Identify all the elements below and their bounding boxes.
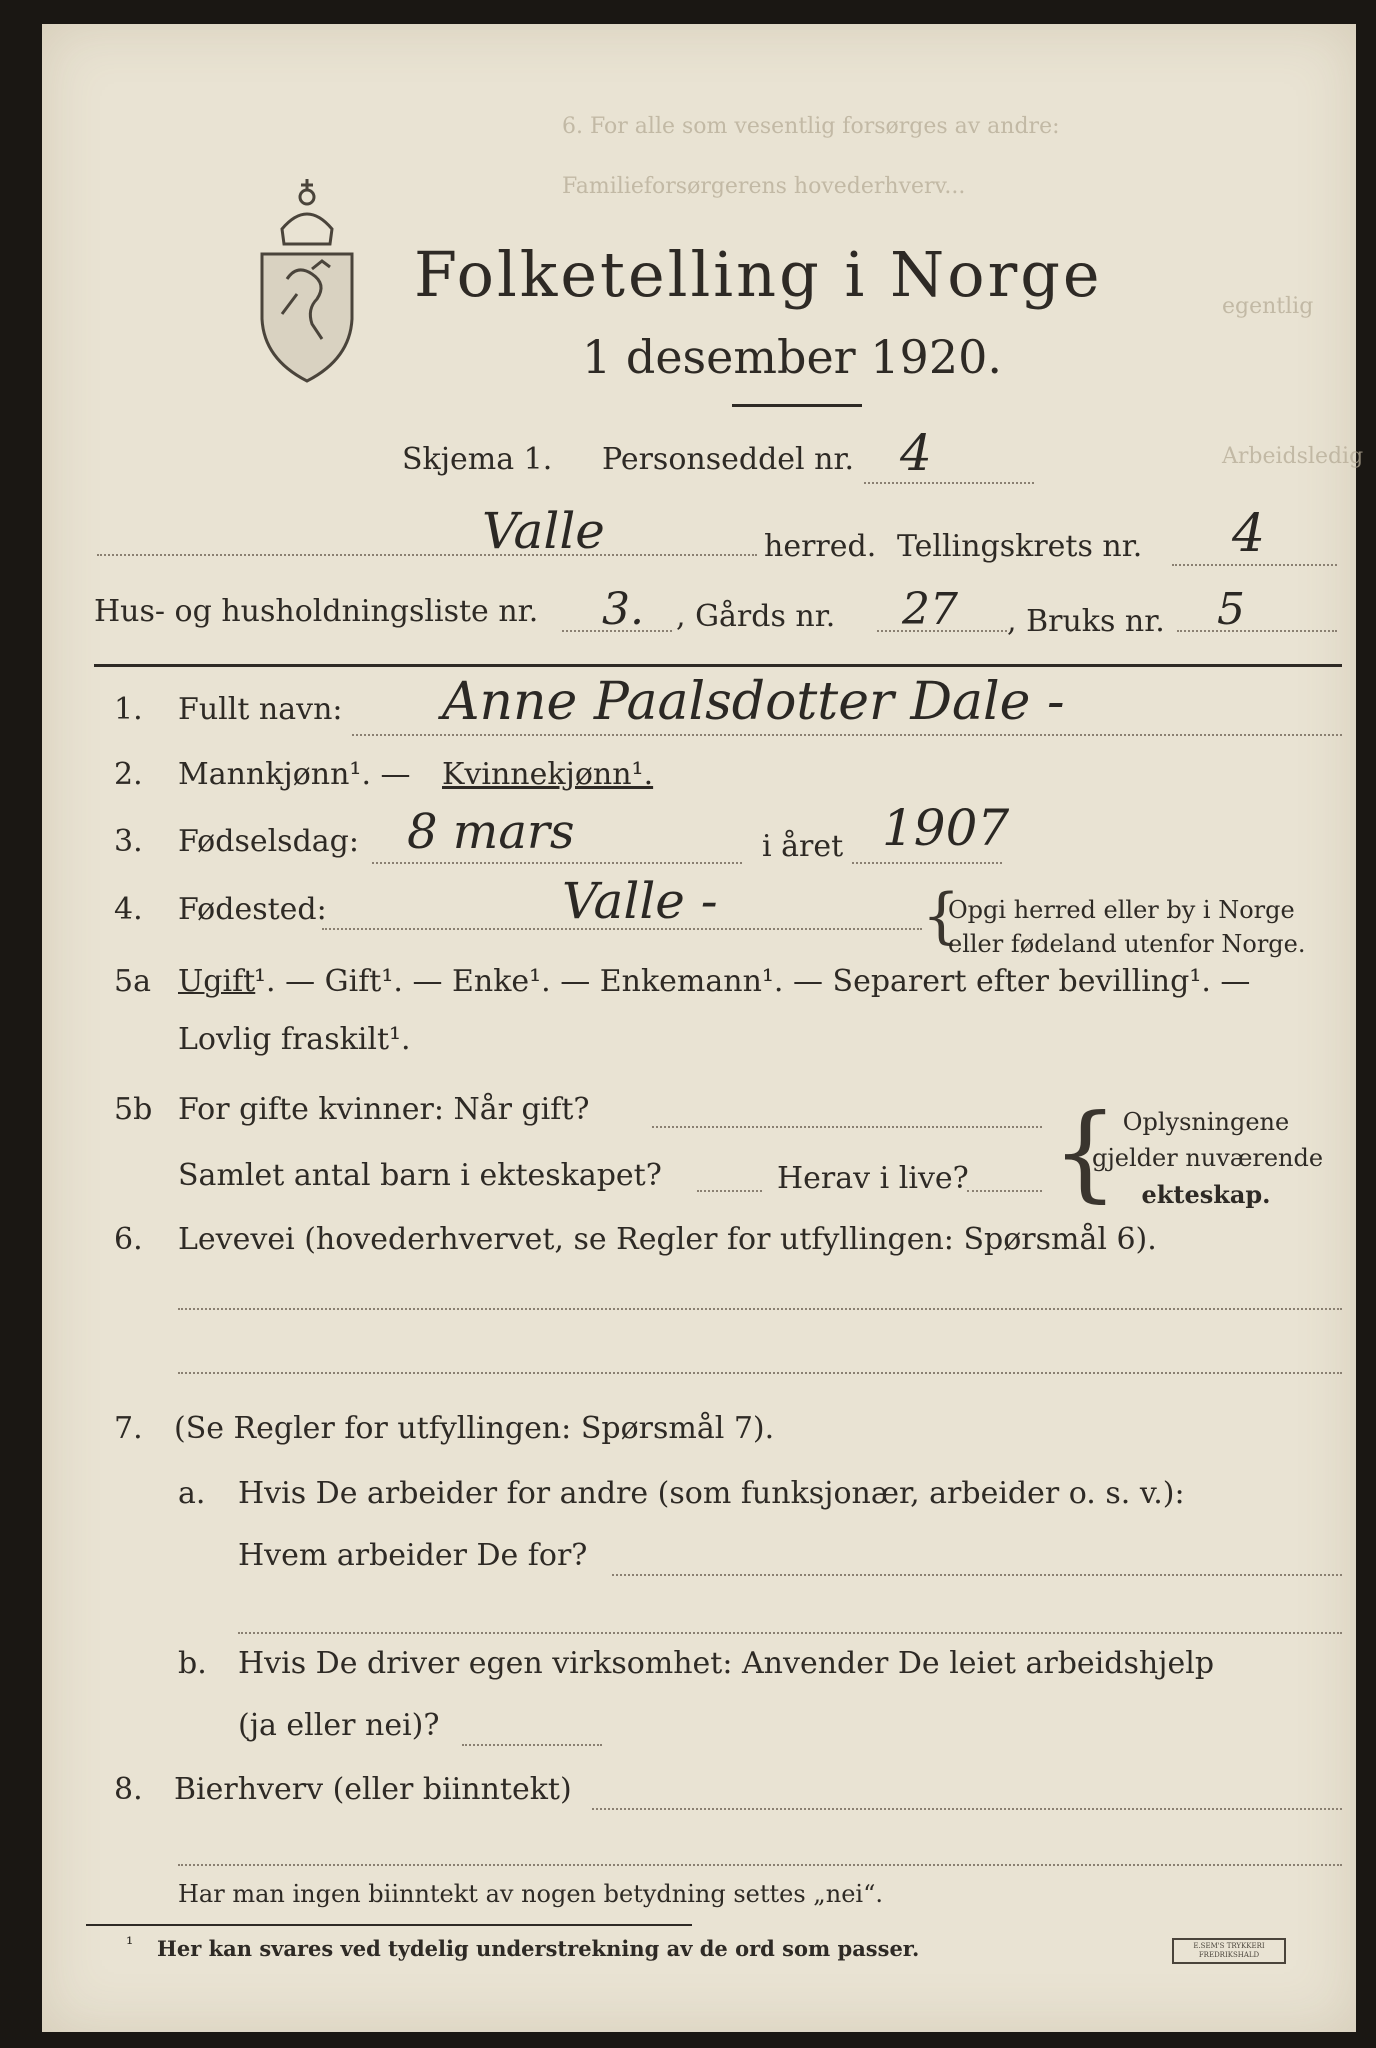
q5b-note-1: Oplysningene [1122,1108,1290,1136]
personseddel-value: 4 [900,424,932,482]
q5b-alive-line [967,1190,1042,1192]
q1-line [352,734,1342,736]
skjema-label: Skjema 1. [402,442,553,477]
q3-day-line [372,862,742,864]
q7b-line [462,1744,602,1746]
q7a-letter: a. [178,1476,206,1511]
q4-value: Valle - [562,872,718,930]
q5b-note-3: ekteskap. [1141,1180,1271,1209]
form-date: 1 desember 1920. [582,330,1002,384]
herred-line [97,554,757,556]
q3-year-label: i året [762,829,844,864]
bruks-value: 5 [1217,584,1245,635]
q4-note-1: Opgi herred eller by i Norge [948,896,1295,924]
q6-line-1 [178,1308,1342,1310]
footer-note: Har man ingen biinntekt av nogen betydning settes „nei“. [178,1880,883,1908]
q7a-line-1 [612,1574,1342,1576]
tellingskrets-line [1172,564,1337,566]
q4-note-2: eller fødeland utenfor Norge. [948,930,1306,958]
gards-value: 27 [902,584,958,635]
census-form-page [42,24,1364,2032]
q7b-text-2: (ja eller nei)? [238,1708,440,1743]
footnote-mark: ¹ [126,1934,134,1955]
q1-number: 1. [114,692,143,727]
bleed-text-1: 6. For alle som vesentlig forsørges av andre: [562,114,1060,139]
tellingskrets-label: Tellingskrets nr. [897,529,1143,564]
q1-label: Fullt navn: [178,692,343,727]
q3-day-value: 8 mars [407,804,575,860]
footnote-text: Her kan svares ved tydelig understrekning av de ord som passer. [157,1936,920,1961]
q1-value: Anne Paalsdotter Dale - [442,672,1065,732]
q5a-line2: Lovlig fraskilt¹. [178,1022,411,1057]
bleed-text-3: egentlig [1222,294,1314,319]
tellingskrets-value: 4 [1232,504,1266,564]
q7a-line-2 [238,1632,1342,1634]
q7a-text-2: Hvem arbeider De for? [238,1538,588,1573]
q8-line-1 [592,1808,1342,1810]
q4-number: 4. [114,892,143,927]
bleed-text-2: Familieforsørgerens hovederhverv... [562,174,966,199]
q5a-ugift-underlined: Ugift [178,964,256,999]
q5a-options: ¹. — Gift¹. — Enke¹. — Enkemann¹. — Separert efter bevilling¹. — [254,964,1251,999]
herred-label: herred. [764,529,877,564]
q5a-number: 5a [114,964,151,999]
q7a-text: Hvis De arbeider for andre (som funksjonær, arbeider o. s. v.): [238,1476,1185,1511]
form-title: Folketelling i Norge [414,238,1103,311]
q8-number: 8. [114,1772,143,1807]
q2-kvinnekjonn-underlined: Kvinnekjønn¹. [442,757,654,792]
q5b-married-line [652,1126,1042,1128]
printer-mark: E.SEM'S TRYKKERI FREDRIKSHALD [1172,1938,1286,1964]
herred-value: Valle [482,502,605,560]
personseddel-line [864,482,1034,484]
q2-number: 2. [114,757,143,792]
q3-number: 3. [114,824,143,859]
q2-label: Mannkjønn¹. — [178,757,411,792]
q4-label: Fødested: [178,892,327,927]
header-separator [94,664,1342,667]
bruks-line [1177,630,1337,632]
coat-of-arms-icon [252,169,362,384]
q7-label: (Se Regler for utfyllingen: Spørsmål 7). [174,1411,775,1446]
q5b-alive-label: Herav i live? [777,1161,969,1196]
q3-label: Fødselsdag: [178,824,359,859]
q5b-children-label: Samlet antal barn i ekteskapet? [178,1158,662,1193]
q7b-text: Hvis De driver egen virksomhet: Anvender De leiet arbeidshjelp [238,1646,1215,1681]
q4-brace: { [922,881,961,951]
q6-number: 6. [114,1222,143,1257]
title-rule [732,404,862,407]
q3-year-line [852,862,1002,864]
q3-year-value: 1907 [882,799,1010,857]
q5b-brace: { [1052,1091,1119,1213]
personseddel-label: Personseddel nr. [602,442,855,477]
bleed-text-4: Arbeidsledig [1222,444,1364,469]
footnote-rule [86,1924,692,1926]
q5b-note-2: gjelder nuværende [1092,1144,1324,1172]
hus-value: 3. [602,584,644,635]
q6-label: Levevei (hovederhvervet, se Regler for utfyllingen: Spørsmål 6). [178,1222,1157,1257]
gards-label: , Gårds nr. [676,599,836,634]
q8-line-2 [178,1864,1342,1866]
bruks-label: , Bruks nr. [1007,604,1165,639]
q5b-label: For gifte kvinner: Når gift? [178,1092,590,1127]
q5b-children-line [697,1190,762,1192]
q6-line-2 [178,1372,1342,1374]
hus-label: Hus- og husholdningsliste nr. [94,594,539,629]
q5b-number: 5b [114,1092,153,1127]
q7b-letter: b. [178,1646,207,1681]
q7-number: 7. [114,1411,143,1446]
q8-label: Bierhverv (eller biinntekt) [174,1772,572,1807]
